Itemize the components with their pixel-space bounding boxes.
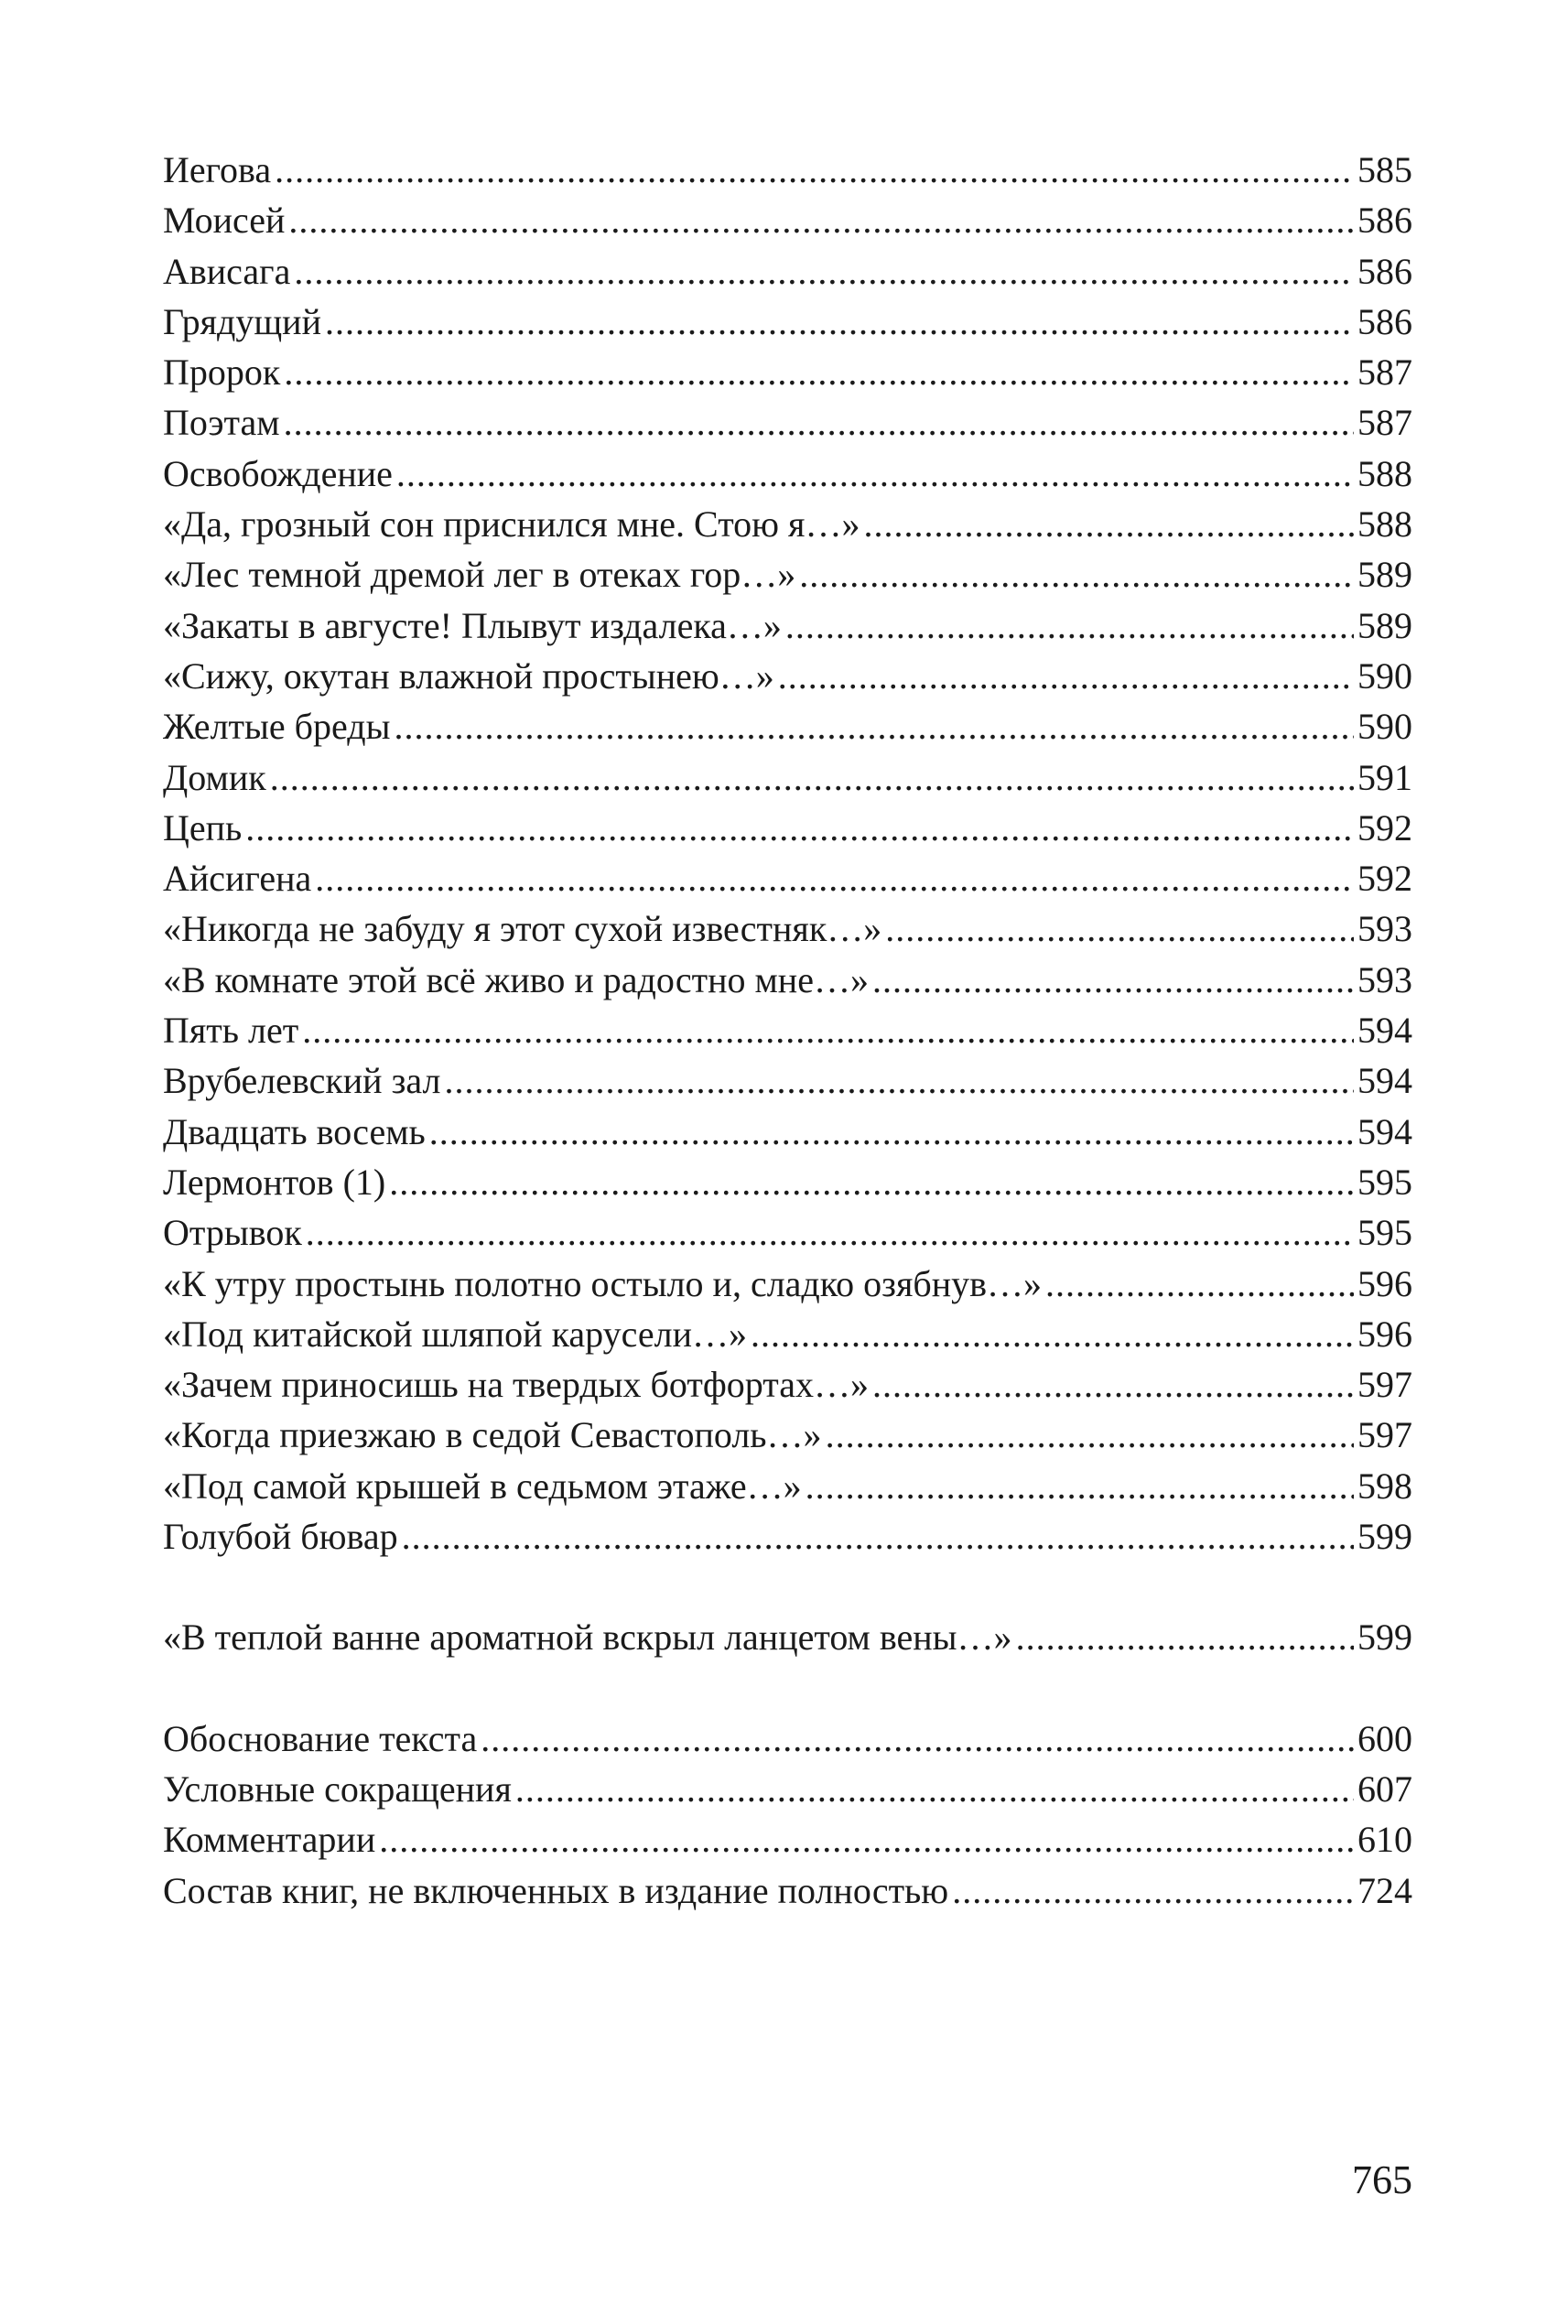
toc-entry [163,499,1412,549]
toc-entry-page: 595 [1357,1161,1412,1203]
toc-entry-title: Грядущий [163,300,321,342]
toc-entry-title: Отрывок [163,1212,302,1254]
toc-entry-title: «Никогда не забуду я этот сухой известняк…» [163,908,882,950]
toc-entry-page: 610 [1357,1819,1412,1861]
dot-leader [275,145,1354,195]
dot-leader [389,1157,1354,1207]
page-number: 765 [1352,2157,1412,2202]
toc-entry-title: Пророк [163,351,281,394]
toc-entry-page: 598 [1357,1465,1412,1507]
toc-entry [163,1359,1412,1410]
toc-entry-page: 586 [1357,300,1412,342]
dot-leader [288,195,1354,245]
toc-entry [163,600,1412,651]
dot-leader [481,1713,1354,1764]
dot-leader [515,1764,1354,1814]
toc-entry-page: 589 [1357,554,1412,596]
toc-entry-page: 586 [1357,200,1412,242]
toc-entry-title: Голубой бювар [163,1516,398,1558]
toc-entry [163,651,1412,701]
toc-entry [163,1764,1412,1814]
toc-entry-page: 594 [1357,1110,1412,1152]
dot-leader [315,853,1354,903]
toc-entry-title: «Лес темной дремой лег в отеках гор…» [163,554,796,596]
dot-leader [872,955,1354,1005]
toc-entry-page: 593 [1357,958,1412,1000]
toc-entry-title: Пять лет [163,1010,299,1052]
dot-leader [284,347,1354,397]
toc-entry-page: 588 [1357,503,1412,546]
toc-entry-page: 596 [1357,1262,1412,1304]
toc-entry-page: 599 [1357,1516,1412,1558]
toc-entry-title: Поэтам [163,402,280,444]
dot-leader [379,1814,1354,1865]
toc-entry [163,1713,1412,1764]
toc-entry-title: Комментарии [163,1819,376,1861]
toc-entry-title: Моисей [163,200,286,242]
dot-leader [284,397,1354,448]
toc-entry-title: Цепь [163,806,243,849]
toc-entry-page: 724 [1357,1869,1412,1911]
dot-leader [863,499,1354,549]
toc-entry-page: 590 [1357,706,1412,748]
dot-leader [444,1055,1354,1106]
toc-entry [163,1309,1412,1359]
toc-entry [163,1157,1412,1207]
dot-leader [394,701,1354,751]
dot-leader [302,1005,1354,1055]
toc-entry-page: 590 [1357,654,1412,697]
dot-leader [270,752,1354,803]
toc-entry-page: 596 [1357,1313,1412,1355]
toc-entry-page: 597 [1357,1364,1412,1406]
toc-entry-page: 592 [1357,858,1412,900]
toc-entry-page: 594 [1357,1010,1412,1052]
toc-entry [163,752,1412,803]
toc-entry-title: «Под китайской шляпой карусели…» [163,1313,748,1355]
toc-entry [163,195,1412,245]
toc-entry-page: 597 [1357,1414,1412,1456]
toc-entry-page: 587 [1357,351,1412,394]
dot-leader [952,1865,1354,1916]
dot-leader [429,1107,1354,1157]
toc-entry [163,955,1412,1005]
dot-leader [885,903,1354,954]
toc-entry-page: 595 [1357,1212,1412,1254]
toc-entry [163,347,1412,397]
dot-leader [826,1410,1354,1460]
toc-entry-page: 593 [1357,908,1412,950]
dot-leader [1045,1259,1354,1309]
toc-entry [163,1107,1412,1157]
toc-entry [163,803,1412,853]
toc-entry [163,1259,1412,1309]
toc-entry [163,853,1412,903]
toc-entry [163,1612,1412,1662]
toc-group [163,1612,1412,1662]
toc-entry-page: 585 [1357,149,1412,190]
dot-leader [245,803,1354,853]
dot-leader [778,651,1354,701]
toc-entry-title: «Когда приезжаю в седой Севастополь…» [163,1414,822,1456]
toc-entry [163,145,1412,195]
table-of-contents [163,145,1412,1916]
toc-entry [163,297,1412,347]
dot-leader [1016,1612,1354,1662]
toc-entry [163,1865,1412,1916]
toc-entry [163,1207,1412,1258]
dot-leader [306,1207,1354,1258]
toc-entry-title: Айсигена [163,858,312,900]
toc-entry-title: «Сижу, окутан влажной простынею…» [163,654,774,697]
dot-leader [294,246,1354,297]
toc-entry-page: 599 [1357,1616,1412,1659]
toc-entry-title: «Да, грозный сон приснился мне. Стою я…» [163,503,860,546]
toc-entry-title: Иегова [163,149,272,190]
dot-leader [799,549,1354,600]
toc-entry-page: 607 [1357,1767,1412,1810]
toc-entry-title: Домик [163,756,266,798]
toc-entry [163,1814,1412,1865]
dot-leader [402,1511,1354,1562]
dot-leader [785,600,1354,651]
toc-entry-title: Двадцать восемь [163,1110,426,1152]
toc-entry-title: Обоснование текста [163,1717,478,1759]
toc-entry [163,701,1412,751]
toc-entry-title: Желтые бреды [163,706,391,748]
toc-entry-title: «В комнате этой всё живо и радостно мне…» [163,958,869,1000]
toc-entry-title: «К утру простынь полотно остыло и, сладко озябнув…» [163,1262,1043,1304]
toc-entry-page: 600 [1357,1717,1412,1759]
toc-entry [163,397,1412,448]
toc-entry-page: 587 [1357,402,1412,444]
toc-entry [163,246,1412,297]
toc-entry-title: Врубелевский зал [163,1060,441,1102]
toc-entry-title: «Закаты в августе! Плывут издалека…» [163,604,782,646]
toc-entry-title: «Под самой крышей в седьмом этаже…» [163,1465,802,1507]
toc-entry-title: Условные сокращения [163,1767,512,1810]
toc-group [163,1713,1412,1916]
toc-entry-title: Освобождение [163,452,393,494]
dot-leader [872,1359,1354,1410]
toc-entry-title: Ависага [163,250,291,292]
toc-entry-page: 586 [1357,250,1412,292]
toc-entry-title: «В теплой ванне ароматной вскрыл ланцетом вены…» [163,1616,1012,1659]
toc-entry-page: 588 [1357,452,1412,494]
toc-entry [163,1410,1412,1460]
dot-leader [396,449,1354,499]
toc-entry [163,1055,1412,1106]
dot-leader [806,1461,1354,1511]
toc-entry-title: «Зачем приносишь на твердых ботфортах…» [163,1364,869,1406]
dot-leader [325,297,1354,347]
toc-entry [163,1005,1412,1055]
toc-entry-page: 592 [1357,806,1412,849]
toc-entry [163,903,1412,954]
toc-entry [163,549,1412,600]
toc-entry [163,449,1412,499]
toc-entry-page: 589 [1357,604,1412,646]
toc-entry-page: 594 [1357,1060,1412,1102]
toc-entry-page: 591 [1357,756,1412,798]
toc-entry [163,1511,1412,1562]
toc-entry [163,1461,1412,1511]
toc-group [163,145,1412,1562]
dot-leader [751,1309,1354,1359]
toc-entry-title: Состав книг, не включенных в издание полностью [163,1869,949,1911]
toc-entry-title: Лермонтов (1) [163,1161,386,1203]
